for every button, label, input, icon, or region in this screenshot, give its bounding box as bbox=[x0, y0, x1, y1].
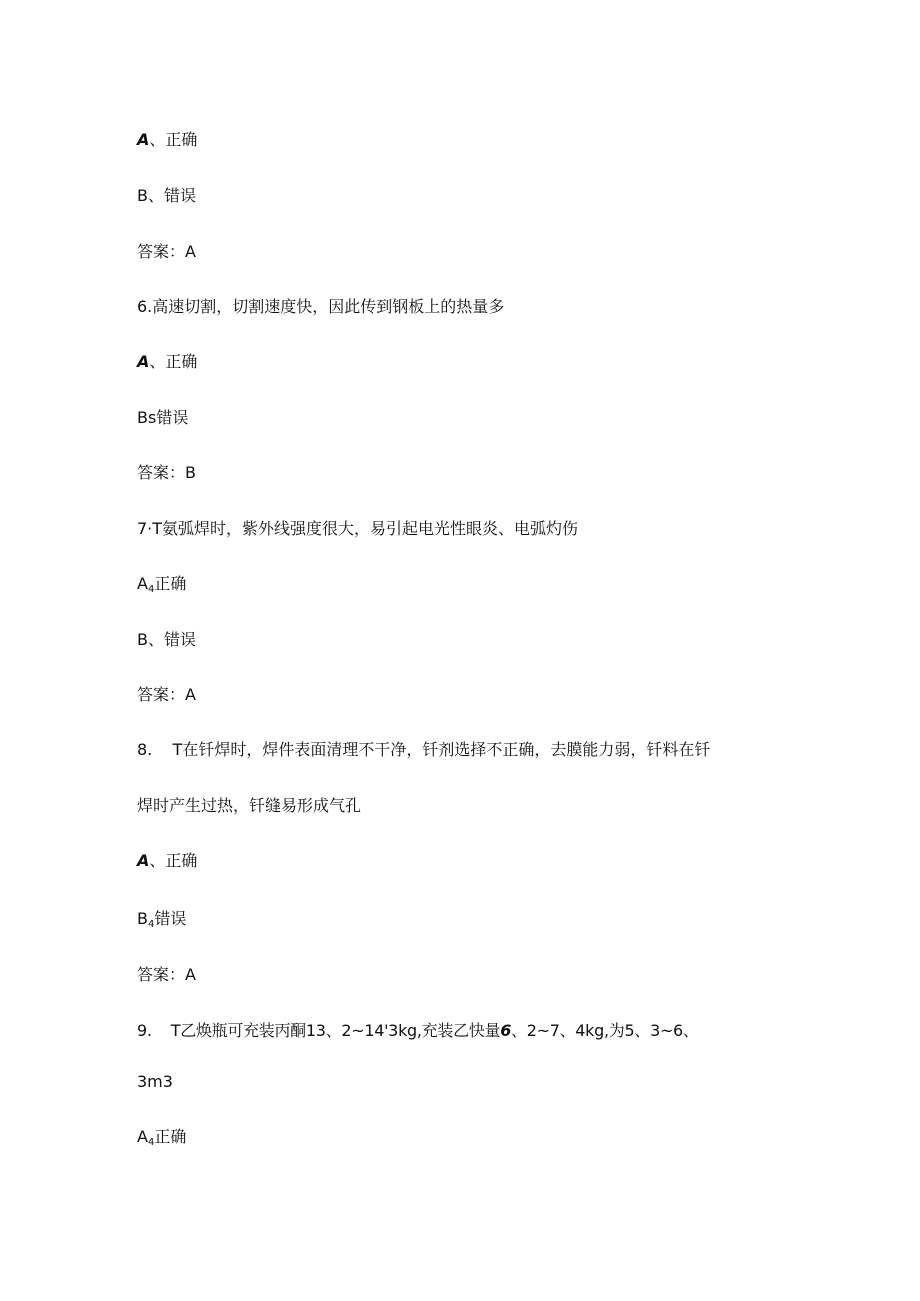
answer-text: 答案：A bbox=[137, 242, 196, 261]
option-text: 、正确 bbox=[149, 851, 198, 870]
option-b-wrong bbox=[137, 408, 188, 428]
question-text: 9. T乙焕瓶可充装丙酮13、2~14'3kg,充装乙快量 bbox=[137, 1021, 501, 1040]
option-text: Bs错误 bbox=[137, 408, 189, 427]
answer-text: 答案：A bbox=[137, 965, 196, 984]
option-letter: A bbox=[137, 130, 150, 149]
option-letter: A bbox=[137, 352, 150, 371]
option-a-correct bbox=[137, 130, 197, 150]
question-text: 7·T氨弧焊时，紫外线强度很大，易引起电光性眼炎、电弧灼伤 bbox=[137, 519, 579, 538]
option-letter: A bbox=[137, 1127, 148, 1146]
option-b-wrong bbox=[137, 909, 186, 935]
question-8 bbox=[137, 740, 710, 760]
question-8-continuation bbox=[137, 796, 361, 816]
question-text: 、2~7、4kg,为5、3~6、 bbox=[511, 1021, 699, 1040]
option-a-correct bbox=[137, 352, 197, 372]
question-7 bbox=[137, 519, 578, 539]
question-9-continuation bbox=[137, 1072, 173, 1092]
answer-text: 答案：B bbox=[137, 463, 196, 482]
question-text: 8. T在钎焊时，焊件表面清理不干净，钎剂选择不正确，去膜能力弱，钎料在钎 bbox=[137, 740, 711, 759]
question-6 bbox=[137, 297, 504, 317]
option-letter: A bbox=[137, 574, 148, 593]
answer-line bbox=[137, 685, 196, 705]
answer-line bbox=[137, 463, 196, 483]
question-9 bbox=[137, 1021, 699, 1041]
option-text: 正确 bbox=[154, 1127, 187, 1146]
option-subscript: 4 bbox=[147, 919, 155, 930]
option-a-correct bbox=[137, 851, 197, 871]
option-text: 错误 bbox=[154, 909, 187, 928]
option-a-correct bbox=[137, 574, 186, 600]
answer-line bbox=[137, 242, 196, 262]
option-text: B、错误 bbox=[137, 186, 196, 205]
question-text: 焊时产生过热，钎缝易形成气孔 bbox=[137, 796, 362, 815]
question-text: 3m3 bbox=[137, 1072, 173, 1091]
option-subscript: 4 bbox=[147, 584, 155, 595]
answer-line bbox=[137, 965, 196, 985]
option-a-correct bbox=[137, 1127, 186, 1153]
option-text: B、错误 bbox=[137, 630, 196, 649]
question-bold-digit: 6 bbox=[500, 1021, 512, 1040]
option-b-wrong bbox=[137, 186, 196, 206]
answer-text: 答案：A bbox=[137, 685, 196, 704]
option-b-wrong bbox=[137, 630, 196, 650]
option-text: 、正确 bbox=[149, 130, 198, 149]
option-text: 正确 bbox=[154, 574, 187, 593]
option-letter: B bbox=[137, 909, 148, 928]
option-letter: A bbox=[137, 851, 150, 870]
question-text: 6.高速切割，切割速度快，因此传到钢板上的热量多 bbox=[137, 297, 505, 316]
option-subscript: 4 bbox=[147, 1137, 155, 1148]
option-text: 、正确 bbox=[149, 352, 198, 371]
